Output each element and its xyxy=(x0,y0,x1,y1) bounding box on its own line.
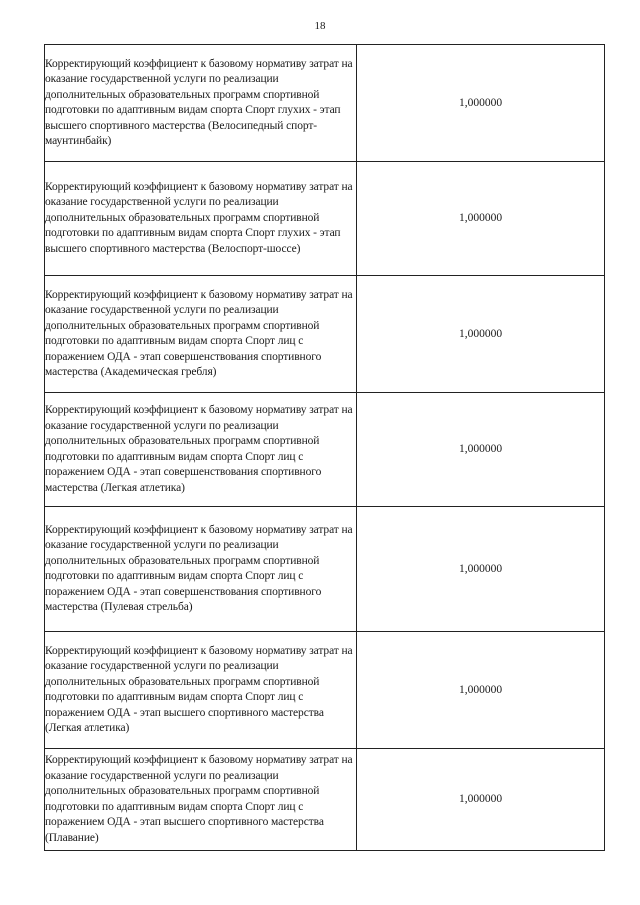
table-row xyxy=(45,632,605,749)
coefficient-value: 1,000000 xyxy=(357,162,605,276)
coefficient-description: Корректирующий коэффициент к базовому нормативу затрат на оказание государственной услуги по реализации дополнительных образовательных программ спортивной подготовки по адаптивным видам спорта Спорт лиц с поражением ОДА - этап совершенствования спортивного мастерства (Пулевая стрельба) xyxy=(45,507,357,632)
coefficient-value: 1,000000 xyxy=(357,276,605,393)
coefficient-value: 1,000000 xyxy=(357,632,605,749)
coefficient-description: Корректирующий коэффициент к базовому нормативу затрат на оказание государственной услуги по реализации дополнительных образовательных программ спортивной подготовки по адаптивным видам спорта Спорт лиц с поражением ОДА - этап совершенствования спортивного мастерства (Легкая атлетика) xyxy=(45,393,357,507)
table-row xyxy=(45,276,605,393)
coefficient-description: Корректирующий коэффициент к базовому нормативу затрат на оказание государственной услуги по реализации дополнительных образовательных программ спортивной подготовки по адаптивным видам спорта Спорт лиц с поражением ОДА - этап высшего спортивного мастерства (Плавание) xyxy=(45,749,357,851)
coefficient-description: Корректирующий коэффициент к базовому нормативу затрат на оказание государственной услуги по реализации дополнительных образовательных программ спортивной подготовки по адаптивным видам спорта Спорт лиц с поражением ОДА - этап совершенствования спортивного мастерства (Академическая гребля) xyxy=(45,276,357,393)
coefficient-description: Корректирующий коэффициент к базовому нормативу затрат на оказание государственной услуги по реализации дополнительных образовательных программ спортивной подготовки по адаптивным видам спорта Спорт глухих - этап высшего спортивного мастерства (Велосипедный спорт-маунтинбайк) xyxy=(45,45,357,162)
table-row xyxy=(45,162,605,276)
coefficient-description: Корректирующий коэффициент к базовому нормативу затрат на оказание государственной услуги по реализации дополнительных образовательных программ спортивной подготовки по адаптивным видам спорта Спорт лиц с поражением ОДА - этап высшего спортивного мастерства (Легкая атлетика) xyxy=(45,632,357,749)
coefficients-table xyxy=(44,44,605,851)
coefficient-description: Корректирующий коэффициент к базовому нормативу затрат на оказание государственной услуги по реализации дополнительных образовательных программ спортивной подготовки по адаптивным видам спорта Спорт глухих - этап высшего спортивного мастерства (Велоспорт-шоссе) xyxy=(45,162,357,276)
coefficient-value: 1,000000 xyxy=(357,45,605,162)
page-number: 18 xyxy=(314,20,326,32)
table-row xyxy=(45,45,605,162)
coefficient-value: 1,000000 xyxy=(357,749,605,851)
coefficient-value: 1,000000 xyxy=(357,507,605,632)
coefficient-value: 1,000000 xyxy=(357,393,605,507)
table-row xyxy=(45,507,605,632)
table-row xyxy=(45,749,605,851)
table-row xyxy=(45,393,605,507)
